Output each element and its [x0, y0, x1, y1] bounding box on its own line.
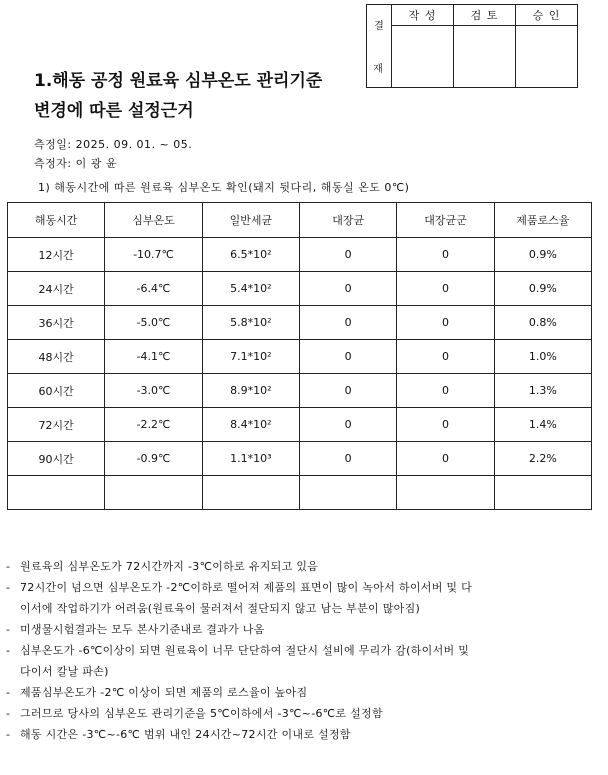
note-text: 72시간이 넘으면 심부온도가 -2℃이하로 떨어져 제품의 표면이 많이 녹아서 하이서버 및 다	[20, 581, 473, 594]
document-title-line2: 변경에 따른 설정근거	[34, 101, 194, 121]
bullet-marker: -	[6, 707, 11, 720]
note-continuation	[6, 598, 596, 619]
cell-core-temp: -2.2℃	[105, 408, 202, 442]
cell-empty	[494, 476, 591, 510]
note-text: 그러므로 당사의 심부온도 관리기준을 5℃이하에서 -3℃~-6℃로 설정함	[20, 707, 383, 720]
cell-thaw-time: 48시간	[8, 340, 105, 374]
bullet-marker: -	[6, 686, 11, 699]
cell-empty	[105, 476, 202, 510]
cell-e-coli: 0	[299, 340, 396, 374]
thaw-data-table	[7, 202, 592, 510]
cell-coliform: 0	[397, 272, 494, 306]
cell-thaw-time: 90시간	[8, 442, 105, 476]
cell-empty	[299, 476, 396, 510]
measurer-name: 측정자: 이 광 윤	[34, 157, 117, 170]
approval-sign-approver[interactable]	[516, 26, 578, 88]
note-continuation	[6, 661, 596, 682]
note-text: 다이서 칼날 파손)	[20, 665, 109, 678]
header-core-temp: 심부온도	[105, 203, 202, 238]
notes-list	[6, 556, 596, 745]
approval-sign-reviewer[interactable]	[454, 26, 516, 88]
note-text: 심부온도가 -6℃이상이 되면 원료육이 너무 단단하여 절단시 설비에 무리가 감(하이서버 및	[20, 644, 470, 657]
bullet-marker: -	[6, 560, 11, 573]
cell-general-bacteria: 5.8*10²	[202, 306, 299, 340]
cell-core-temp: -3.0℃	[105, 374, 202, 408]
cell-coliform: 0	[397, 340, 494, 374]
cell-thaw-time: 60시간	[8, 374, 105, 408]
cell-general-bacteria: 8.9*10²	[202, 374, 299, 408]
measurement-date: 측정일: 2025. 09. 01. ~ 05.	[34, 138, 193, 151]
cell-general-bacteria: 6.5*10²	[202, 238, 299, 272]
note-item	[6, 640, 596, 661]
approval-header-approver: 승 인	[516, 5, 578, 26]
section-heading: 1) 해동시간에 따른 원료육 심부온도 확인(돼지 뒷다리, 해동실 온도 0℃)	[38, 181, 410, 194]
cell-general-bacteria: 1.1*10³	[202, 442, 299, 476]
cell-coliform: 0	[397, 374, 494, 408]
cell-coliform: 0	[397, 238, 494, 272]
cell-core-temp: -5.0℃	[105, 306, 202, 340]
cell-loss-rate: 1.0%	[494, 340, 591, 374]
table-row	[8, 442, 592, 476]
table-row	[8, 408, 592, 442]
cell-core-temp: -10.7℃	[105, 238, 202, 272]
cell-coliform: 0	[397, 442, 494, 476]
table-row	[8, 306, 592, 340]
document-title-line1: 1.해동 공정 원료육 심부온도 관리기준	[34, 71, 323, 91]
table-row	[8, 374, 592, 408]
table-row	[8, 340, 592, 374]
cell-empty	[202, 476, 299, 510]
approval-sign-author[interactable]	[392, 26, 454, 88]
cell-empty	[397, 476, 494, 510]
cell-loss-rate: 0.9%	[494, 272, 591, 306]
cell-empty	[8, 476, 105, 510]
table-row-empty	[8, 476, 592, 510]
header-coliform: 대장균군	[397, 203, 494, 238]
approval-header-reviewer: 검 토	[454, 5, 516, 26]
note-text: 해동 시간은 -3℃~-6℃ 범위 내인 24시간~72시간 이내로 설정함	[20, 728, 351, 741]
note-item	[6, 577, 596, 598]
note-text: 원료육의 심부온도가 72시간까지 -3℃이하로 유지되고 있음	[20, 560, 319, 573]
cell-coliform: 0	[397, 306, 494, 340]
cell-general-bacteria: 5.4*10²	[202, 272, 299, 306]
note-item	[6, 703, 596, 724]
cell-core-temp: -6.4℃	[105, 272, 202, 306]
cell-core-temp: -0.9℃	[105, 442, 202, 476]
note-text: 제품심부온도가 -2℃ 이상이 되면 제품의 로스율이 높아짐	[20, 686, 308, 699]
cell-loss-rate: 1.3%	[494, 374, 591, 408]
cell-e-coli: 0	[299, 272, 396, 306]
note-item	[6, 619, 596, 640]
cell-e-coli: 0	[299, 374, 396, 408]
cell-loss-rate: 2.2%	[494, 442, 591, 476]
cell-e-coli: 0	[299, 306, 396, 340]
cell-thaw-time: 36시간	[8, 306, 105, 340]
approval-side-label-bottom: 재	[373, 64, 383, 75]
cell-general-bacteria: 7.1*10²	[202, 340, 299, 374]
note-text: 이서에 작업하기가 어려움(원료육이 물러져서 절단되지 않고 남는 부분이 많아짐)	[20, 602, 421, 615]
cell-loss-rate: 1.4%	[494, 408, 591, 442]
note-item	[6, 556, 596, 577]
cell-loss-rate: 0.8%	[494, 306, 591, 340]
cell-e-coli: 0	[299, 408, 396, 442]
cell-e-coli: 0	[299, 238, 396, 272]
note-item	[6, 682, 596, 703]
bullet-marker: -	[6, 728, 11, 741]
approval-box	[366, 4, 578, 88]
header-general-bacteria: 일반세균	[202, 203, 299, 238]
approval-header-author: 작 성	[392, 5, 454, 26]
cell-core-temp: -4.1℃	[105, 340, 202, 374]
cell-thaw-time: 12시간	[8, 238, 105, 272]
cell-loss-rate: 0.9%	[494, 238, 591, 272]
header-thaw-time: 해동시간	[8, 203, 105, 238]
table-header-row	[8, 203, 592, 238]
table-row	[8, 272, 592, 306]
bullet-marker: -	[6, 644, 11, 657]
bullet-marker: -	[6, 623, 11, 636]
cell-thaw-time: 24시간	[8, 272, 105, 306]
approval-side-label-top: 결	[367, 5, 392, 88]
cell-coliform: 0	[397, 408, 494, 442]
cell-general-bacteria: 8.4*10²	[202, 408, 299, 442]
cell-e-coli: 0	[299, 442, 396, 476]
bullet-marker: -	[6, 581, 11, 594]
cell-thaw-time: 72시간	[8, 408, 105, 442]
note-item	[6, 724, 596, 745]
header-loss-rate: 제품로스율	[494, 203, 591, 238]
header-e-coli: 대장균	[299, 203, 396, 238]
note-text: 미생물시험결과는 모두 본사기준내로 결과가 나옴	[20, 623, 265, 636]
table-row	[8, 238, 592, 272]
